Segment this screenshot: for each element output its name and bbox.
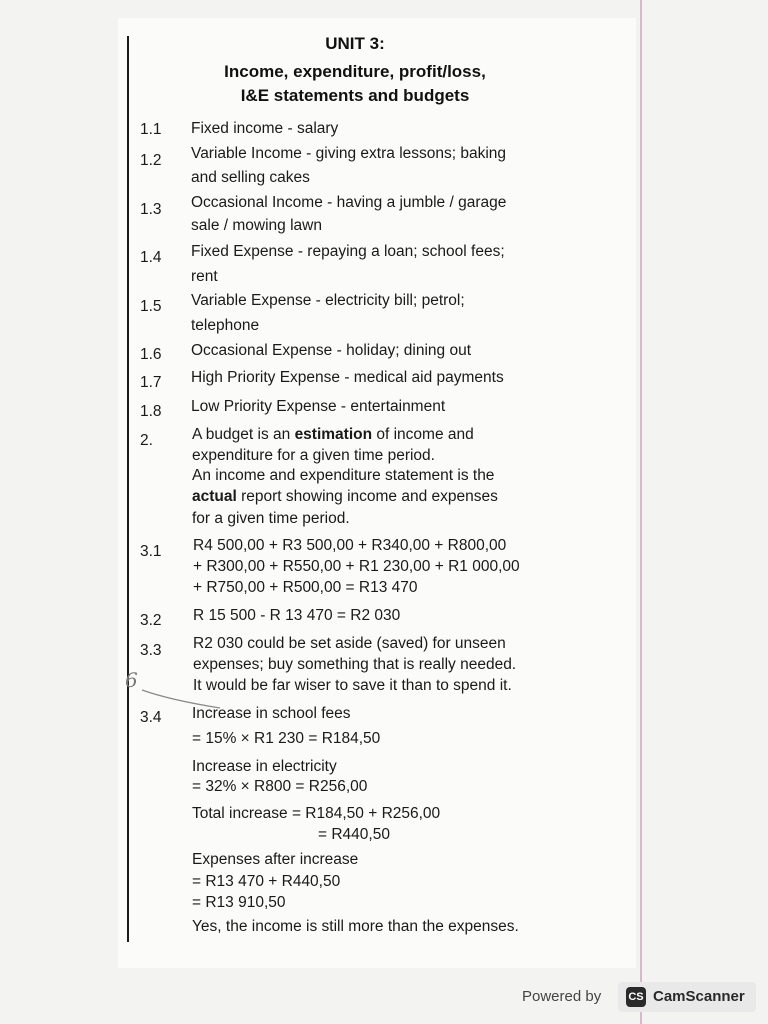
item-text: Variable Income - giving extra lessons; baking: [191, 145, 507, 162]
item-text: Occasional Income - having a jumble / garage: [191, 194, 507, 211]
margin-rule: [127, 36, 129, 942]
item-number: 1.4: [140, 249, 162, 266]
item-text: Occasional Expense - holiday; dining out: [191, 342, 472, 359]
item-text: and selling cakes: [191, 169, 310, 186]
calculation-line: = 15% × R1 230 = R184,50: [192, 730, 381, 747]
item-number: 1.2: [140, 152, 162, 169]
page-edge: [640, 0, 642, 1024]
calculation-line: Total increase = R184,50 + R256,00: [192, 805, 441, 822]
calculation-line: + R300,00 + R550,00 + R1 230,00 + R1 000,00: [193, 558, 520, 575]
item-text: sale / mowing lawn: [191, 217, 322, 234]
item-number: 1.6: [140, 346, 162, 363]
item-text: High Priority Expense - medical aid payments: [191, 369, 504, 386]
powered-by-text: Powered by: [522, 988, 602, 1005]
answer-line: It would be far wiser to save it than to spend it.: [193, 677, 512, 694]
statement-definition-line: actual report showing income and expenses: [192, 488, 498, 505]
item-number: 3.3: [140, 642, 162, 659]
calculation-line: = R440,50: [318, 826, 390, 843]
item-number: 3.2: [140, 612, 162, 629]
item-text: rent: [191, 268, 218, 285]
item-number: 1.1: [140, 121, 162, 138]
calculation-line: Expenses after increase: [192, 851, 359, 868]
item-text: Fixed income - salary: [191, 120, 339, 137]
handwritten-mark: 6: [125, 668, 138, 692]
camscanner-name: CamScanner: [653, 988, 745, 1005]
calculation-line: = 32% × R800 = R256,00: [192, 778, 368, 795]
item-number: 1.8: [140, 403, 162, 420]
conclusion-line: Yes, the income is still more than the expenses.: [192, 918, 519, 935]
calculation-line: Increase in electricity: [192, 758, 337, 775]
item-text: Variable Expense - electricity bill; petrol;: [191, 292, 465, 309]
unit-subtitle-line1: Income, expenditure, profit/loss,: [224, 62, 486, 81]
item-number: 3.1: [140, 543, 162, 560]
item-number: 2.: [140, 432, 153, 449]
unit-title: UNIT 3:: [325, 34, 385, 53]
answer-line: R2 030 could be set aside (saved) for unseen: [193, 635, 506, 652]
statement-definition-line: for a given time period.: [192, 510, 350, 527]
calculation-line: R 15 500 - R 13 470 = R2 030: [193, 607, 401, 624]
camscanner-badge: [618, 982, 756, 1012]
calculation-line: = R13 470 + R440,50: [192, 873, 341, 890]
item-number: 1.3: [140, 201, 162, 218]
item-number: 1.7: [140, 374, 162, 391]
calculation-line: Increase in school fees: [192, 705, 351, 722]
unit-subtitle-line2: I&E statements and budgets: [240, 86, 470, 105]
item-number: 1.5: [140, 298, 162, 315]
calculation-line: = R13 910,50: [192, 894, 286, 911]
budget-definition-line: A budget is an estimation of income and: [192, 426, 474, 443]
camscanner-icon: CS: [626, 987, 646, 1007]
item-text: Fixed Expense - repaying a loan; school fees;: [191, 243, 505, 260]
item-text: Low Priority Expense - entertainment: [191, 398, 446, 415]
bold-term: estimation: [294, 426, 373, 443]
statement-definition-line: An income and expenditure statement is the: [192, 467, 495, 484]
item-number: 3.4: [140, 709, 162, 726]
bold-term: actual: [192, 488, 237, 505]
calculation-line: + R750,00 + R500,00 = R13 470: [193, 579, 418, 596]
item-text: telephone: [191, 317, 260, 334]
answer-line: expenses; buy something that is really needed.: [193, 656, 517, 673]
calculation-line: R4 500,00 + R3 500,00 + R340,00 + R800,00: [193, 537, 507, 554]
budget-definition-line: expenditure for a given time period.: [192, 447, 435, 464]
